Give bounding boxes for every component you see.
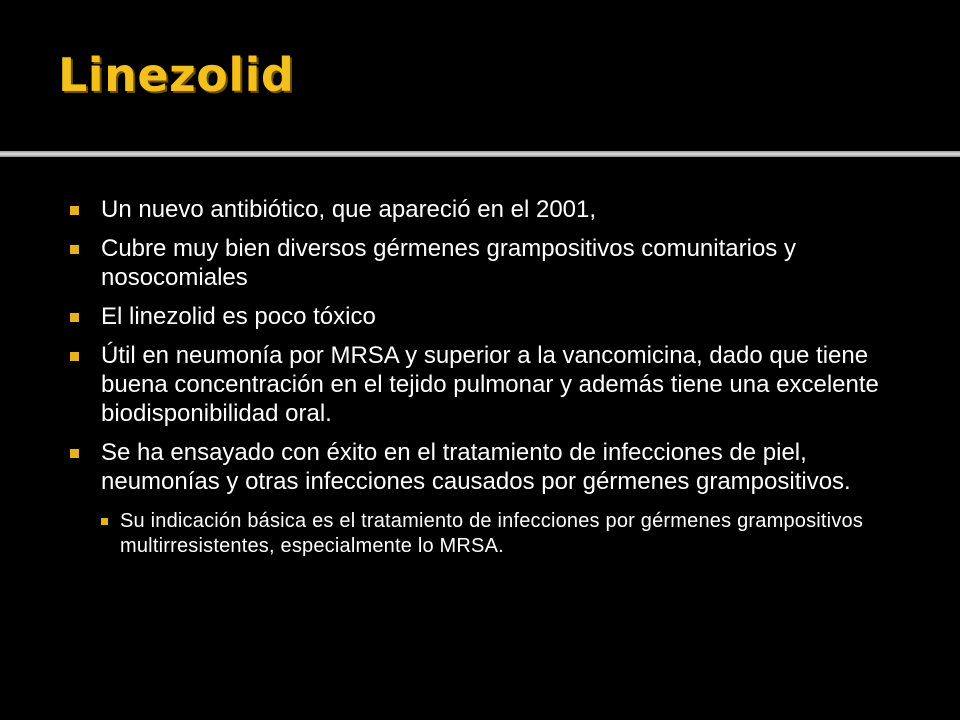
square-bullet-icon (70, 449, 79, 458)
bullet-item (70, 438, 900, 559)
sub-bullet-list (101, 509, 900, 559)
title-band (0, 0, 960, 152)
bullet-item (70, 195, 900, 224)
bullet-text: Un nuevo antibiótico, que apareció en el 2001, (101, 196, 597, 223)
bullet-item (70, 234, 900, 292)
bullet-item (70, 302, 900, 331)
square-bullet-icon (70, 245, 79, 254)
square-bullet-icon (70, 313, 79, 322)
square-sub-bullet-icon (101, 518, 108, 525)
bullet-list (70, 195, 900, 569)
square-bullet-icon (70, 352, 79, 361)
slide-title: Linezolid (58, 48, 295, 102)
square-bullet-icon (70, 206, 79, 215)
sub-bullet-item (101, 509, 900, 559)
bullet-text: Se ha ensayado con éxito en el tratamiento de infecciones de piel, neumonías y otras infecciones causados por gérmenes grampositivos. (101, 439, 851, 495)
sub-bullet-text: Su indicación básica es el tratamiento de infecciones por gérmenes grampositivos multirresistentes, especialmente lo MRSA. (120, 510, 864, 557)
bullet-text: El linezolid es poco tóxico (101, 303, 376, 330)
bullet-item (70, 341, 900, 428)
bullet-text: Útil en neumonía por MRSA y superior a la vancomicina, dado que tiene buena concentración en el tejido pulmonar y además tiene una excelente biodisponibilidad oral. (101, 342, 879, 427)
bullet-text: Cubre muy bien diversos gérmenes grampositivos comunitarios y nosocomiales (101, 235, 796, 291)
